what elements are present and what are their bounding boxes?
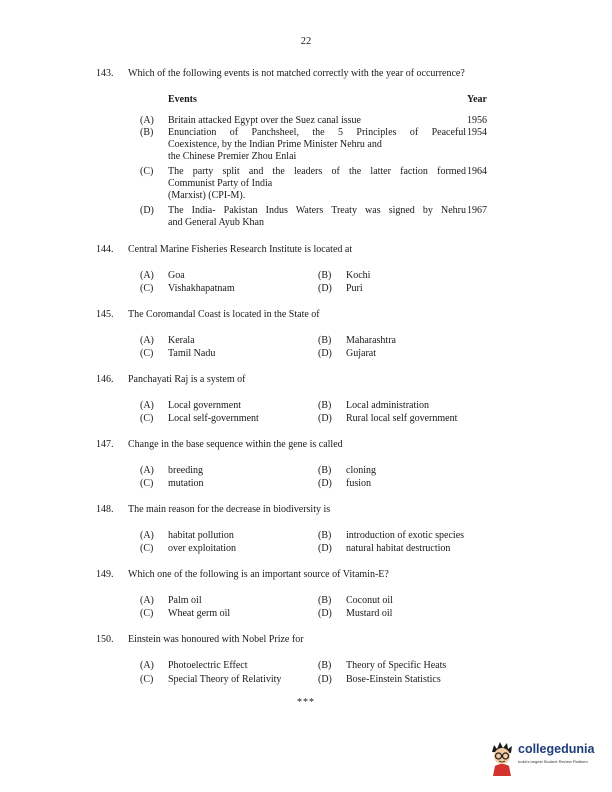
events-header: Events	[168, 94, 197, 105]
event-label: (D)	[140, 205, 154, 216]
question-number: 150.	[96, 634, 114, 645]
option-label: (B)	[318, 595, 332, 606]
option-text: Kochi	[346, 270, 371, 281]
event-line: and General Ayub Khan	[168, 217, 264, 228]
option-text: Local administration	[346, 400, 430, 411]
option-c	[140, 543, 236, 554]
option-text: Goa	[168, 270, 185, 281]
option-label: (C)	[140, 608, 154, 619]
event-line: Coexistence, by the Indian Prime Minister Nehru and	[168, 139, 382, 150]
question-number: 147.	[96, 439, 114, 450]
mascot-icon	[488, 740, 516, 776]
option-label: (A)	[140, 400, 154, 411]
option-label: (A)	[140, 270, 154, 281]
option-d	[318, 543, 450, 554]
option-label: (C)	[140, 478, 154, 489]
question-text: The Coromandal Coast is located in the State of	[128, 309, 320, 320]
option-d	[318, 283, 363, 294]
option-label: (C)	[140, 413, 154, 424]
question-number: 145.	[96, 309, 114, 320]
question-number: 143.	[96, 68, 114, 79]
end-marker: ***	[297, 697, 315, 708]
option-label: (A)	[140, 530, 154, 541]
event-line: Enunciation of Panchsheel, the 5 Principles of Peaceful	[168, 127, 466, 138]
option-text: over exploitation	[168, 543, 237, 554]
option-text: introduction of exotic species	[346, 530, 465, 541]
option-label: (B)	[318, 400, 332, 411]
option-a	[140, 530, 234, 541]
event-line: Communist Party of India	[168, 178, 273, 189]
option-label: (A)	[140, 335, 154, 346]
option-b	[318, 660, 446, 671]
option-text: Maharashtra	[346, 335, 396, 346]
option-text: Bose-Einstein Statistics	[346, 674, 441, 685]
brand-name: collegedunia	[518, 742, 595, 756]
event-year: 1967	[467, 205, 487, 216]
option-text: Local self-government	[168, 413, 259, 424]
question-number: 148.	[96, 504, 114, 515]
option-text: Rural local self government	[346, 413, 458, 424]
question-text: Change in the base sequence within the gene is called	[128, 439, 343, 450]
event-year: 1964	[467, 166, 487, 177]
option-text: Mustard oil	[346, 608, 393, 619]
question-text: The main reason for the decrease in biodiversity is	[128, 504, 331, 515]
event-year: 1954	[467, 127, 487, 138]
option-text: habitat pollution	[168, 530, 234, 541]
option-text: Vishakhapatnam	[168, 283, 235, 294]
event-year: 1956	[467, 115, 487, 126]
option-label: (B)	[318, 270, 332, 281]
option-b	[318, 595, 393, 606]
option-label: (B)	[318, 335, 332, 346]
option-text: mutation	[168, 478, 204, 489]
event-text	[168, 115, 466, 127]
option-label: (D)	[318, 608, 332, 619]
option-label: (D)	[318, 348, 332, 359]
option-d	[318, 413, 457, 424]
event-text	[168, 127, 466, 163]
event-line: (Marxist) (CPI-M).	[168, 190, 246, 201]
option-b	[318, 530, 464, 541]
option-c	[140, 348, 215, 359]
option-text: cloning	[346, 465, 376, 476]
event-label: (A)	[140, 115, 154, 126]
option-text: Photoelectric Effect	[168, 660, 248, 671]
option-text: Kerala	[168, 335, 195, 346]
option-a	[140, 595, 202, 606]
option-label: (C)	[140, 543, 154, 554]
option-text: fusion	[346, 478, 371, 489]
event-line: Britain attacked Egypt over the Suez canal issue	[168, 115, 361, 126]
option-text: Palm oil	[168, 595, 202, 606]
option-label: (D)	[318, 543, 332, 554]
option-a	[140, 400, 241, 411]
event-line: the Chinese Premier Zhou Enlai	[168, 151, 297, 162]
question-text: Which of the following events is not matched correctly with the year of occurrence?	[128, 68, 465, 79]
option-label: (A)	[140, 465, 154, 476]
year-header: Year	[467, 94, 487, 105]
option-label: (A)	[140, 595, 154, 606]
question-text: Panchayati Raj is a system of	[128, 374, 246, 385]
event-text	[168, 166, 466, 202]
option-a	[140, 465, 203, 476]
option-b	[318, 400, 429, 411]
option-label: (B)	[318, 660, 332, 671]
option-text: Puri	[346, 283, 363, 294]
option-d	[318, 674, 441, 685]
option-label: (D)	[318, 674, 332, 685]
option-c	[140, 478, 204, 489]
option-label: (D)	[318, 478, 332, 489]
event-label: (B)	[140, 127, 154, 138]
option-text: Coconut oil	[346, 595, 393, 606]
brand-tagline: India's largest Student Review Platform	[518, 759, 588, 764]
option-a	[140, 660, 248, 671]
option-text: breeding	[168, 465, 203, 476]
option-text: natural habitat destruction	[346, 543, 451, 554]
option-text: Theory of Specific Heats	[346, 660, 447, 671]
option-label: (A)	[140, 660, 154, 671]
event-line: The India- Pakistan Indus Waters Treaty was signed by Nehru	[168, 205, 466, 216]
option-label: (B)	[318, 465, 332, 476]
option-d	[318, 608, 392, 619]
page-number: 22	[300, 36, 312, 47]
question-text: Central Marine Fisheries Research Institute is located at	[128, 244, 353, 255]
collegedunia-logo	[488, 740, 606, 780]
option-label: (B)	[318, 530, 332, 541]
event-label: (C)	[140, 166, 154, 177]
option-b	[318, 465, 376, 476]
option-b	[318, 270, 370, 281]
option-label: (C)	[140, 674, 154, 685]
option-d	[318, 478, 371, 489]
option-text: Local government	[168, 400, 242, 411]
event-text	[168, 205, 466, 229]
option-c	[140, 608, 230, 619]
option-b	[318, 335, 396, 346]
option-label: (D)	[318, 283, 332, 294]
option-text: Special Theory of Relativity	[168, 674, 282, 685]
option-c	[140, 674, 281, 685]
question-text: Einstein was honoured with Nobel Prize for	[128, 634, 304, 645]
option-a	[140, 335, 195, 346]
option-label: (D)	[318, 413, 332, 424]
option-c	[140, 413, 259, 424]
event-line: The party split and the leaders of the latter faction formed	[168, 166, 466, 177]
option-c	[140, 283, 235, 294]
question-number: 146.	[96, 374, 114, 385]
question-number: 144.	[96, 244, 114, 255]
option-d	[318, 348, 376, 359]
option-text: Wheat germ oil	[168, 608, 231, 619]
question-text: Which one of the following is an important source of Vitamin-E?	[128, 569, 389, 580]
option-a	[140, 270, 185, 281]
option-label: (C)	[140, 348, 154, 359]
option-text: Gujarat	[346, 348, 376, 359]
option-label: (C)	[140, 283, 154, 294]
option-text: Tamil Nadu	[168, 348, 216, 359]
question-number: 149.	[96, 569, 114, 580]
